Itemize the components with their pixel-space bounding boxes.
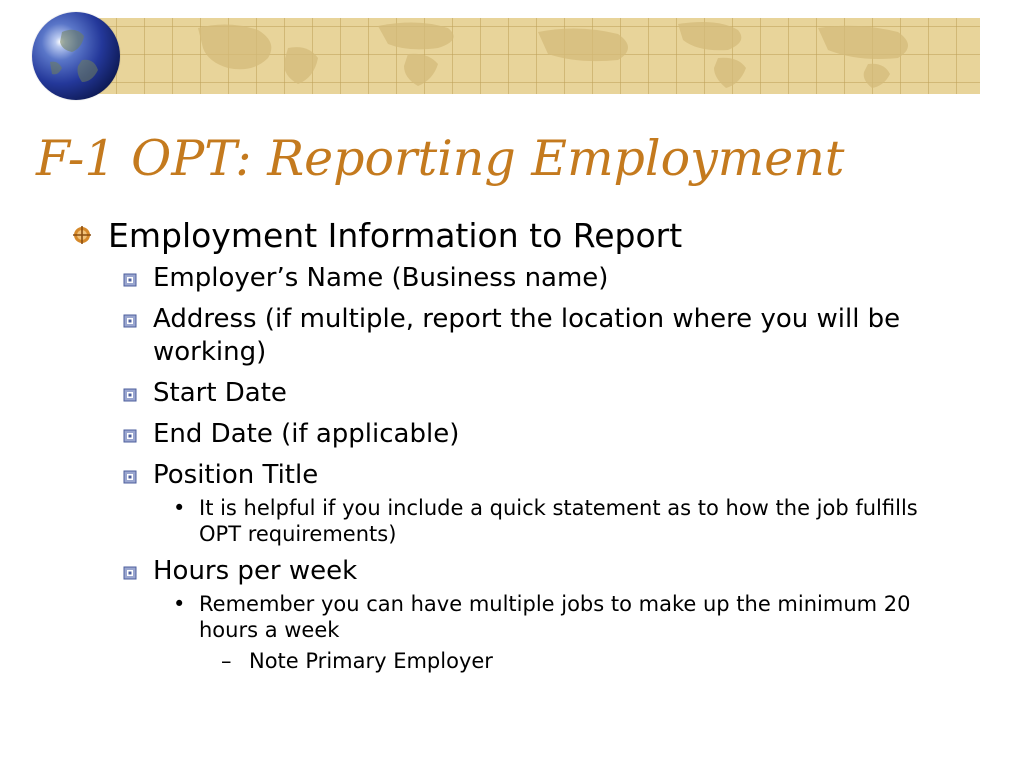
list-item-text: Position Title <box>153 460 319 490</box>
dash-bullet-icon: – <box>221 649 232 673</box>
note-text: Note Primary Employer <box>249 649 493 673</box>
list-item-end-date <box>153 418 933 451</box>
list-item-employer-name <box>153 262 933 295</box>
square-bullet-icon <box>123 314 137 328</box>
square-bullet-icon <box>123 388 137 402</box>
sub-item-position-note <box>173 495 959 547</box>
slide-title: F-1 OPT: Reporting Employment <box>36 130 845 187</box>
main-bullet <box>72 216 992 256</box>
list-item-hours-per-week <box>153 555 933 588</box>
list-item-text: End Date (if applicable) <box>153 419 460 449</box>
list-item-start-date <box>153 377 933 410</box>
square-bullet-icon <box>123 273 137 287</box>
square-bullet-icon <box>123 470 137 484</box>
map-banner <box>78 18 980 94</box>
list-item-text: Address (if multiple, report the location where you will be working) <box>153 304 901 367</box>
sub-item-text: Remember you can have multiple jobs to make up the minimum 20 hours a week <box>199 592 911 642</box>
list-item-text: Start Date <box>153 378 287 408</box>
slide-content <box>72 216 992 675</box>
dot-bullet-icon: • <box>173 496 186 520</box>
crosshair-circle-icon <box>72 225 92 245</box>
list-item-address <box>153 303 933 369</box>
list-item-text: Hours per week <box>153 556 358 586</box>
sub-item-text: It is helpful if you include a quick statement as to how the job fulfills OPT requirements) <box>199 496 918 546</box>
square-bullet-icon <box>123 566 137 580</box>
square-bullet-icon <box>123 429 137 443</box>
sub-item-multiple-jobs <box>173 591 959 643</box>
world-map-image <box>78 18 980 94</box>
note-primary-employer <box>221 647 992 675</box>
main-bullet-text: Employment Information to Report <box>108 216 683 255</box>
list-item-position-title <box>153 459 933 492</box>
globe-icon <box>32 12 120 100</box>
dot-bullet-icon: • <box>173 592 186 616</box>
list-item-text: Employer’s Name (Business name) <box>153 263 609 293</box>
